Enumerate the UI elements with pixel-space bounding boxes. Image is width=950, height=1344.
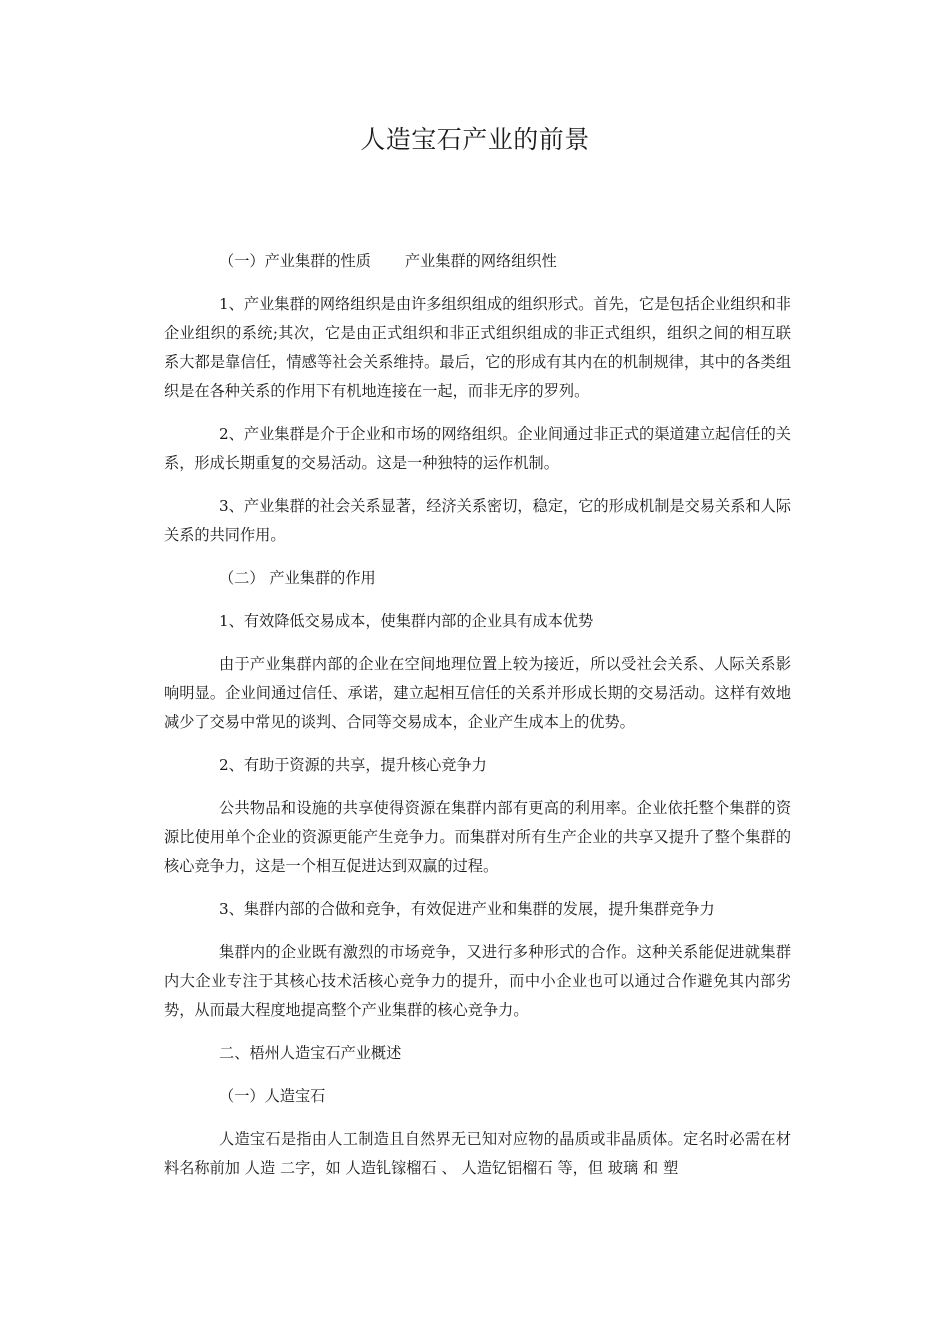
section-heading-role: （二） 产业集群的作用 <box>219 569 376 587</box>
paragraph-social-relations: 3、产业集群的社会关系显著，经济关系密切，稳定，它的形成机制是交易关系和人际关系的共同作用。 <box>164 497 791 544</box>
paragraph-network-organization: 1、产业集群的网络组织是由许多组织组成的组织形式。首先，它是包括企业组织和非企业组织的系统;其次，它是由正式组织和非正式组织组成的非正式组织，组织之间的相互联系大都是靠信任，情感等社会关系维持。最后，它的形成有其内在的机制规律，其中的各类组织是在各种关系的作用下有机地连接在一起，而非无序的罗列。 <box>164 295 791 400</box>
subheading-cooperation-competition: 3、集群内部的合做和竞争，有效促进产业和集群的发展，提升集群竞争力 <box>219 900 715 918</box>
subheading-synthetic-gems: （一）人造宝石 <box>219 1087 326 1105</box>
chapter-heading-wuzhou: 二、梧州人造宝石产业概述 <box>219 1044 402 1062</box>
section-heading-part-b: 产业集群的网络组织性 <box>404 252 557 270</box>
section-heading-nature <box>164 247 791 276</box>
subheading-resource-sharing: 2、有助于资源的共享，提升核心竞争力 <box>219 756 487 774</box>
paragraph-cooperation-competition: 集群内的企业既有激烈的市场竞争，又进行多种形式的合作。这种关系能促进就集群内大企业专注于其核心技术活核心竞争力的提升，而中小企业也可以通过合作避免其内部劣势，从而最大程度地提高整个产业集群的核心竞争力。 <box>164 943 791 1019</box>
section-heading-part-a: （一）产业集群的性质 <box>219 252 371 270</box>
document-body <box>164 247 791 1183</box>
subheading-transaction-cost: 1、有效降低交易成本，使集群内部的企业具有成本优势 <box>219 612 594 630</box>
paragraph-between-enterprise-market: 2、产业集群是介于企业和市场的网络组织。企业间通过非正式的渠道建立起信任的关系，形成长期重复的交易活动。这是一种独特的运作机制。 <box>164 425 791 472</box>
paragraph-transaction-cost: 由于产业集群内部的企业在空间地理位置上较为接近，所以受社会关系、人际关系影响明显。企业间通过信任、承诺，建立起相互信任的关系并形成长期的交易活动。这样有效地减少了交易中常见的谈判、合同等交易成本，企业产生成本上的优势。 <box>164 655 791 731</box>
paragraph-resource-sharing: 公共物品和设施的共享使得资源在集群内部有更高的利用率。企业依托整个集群的资源比使用单个企业的资源更能产生竞争力。而集群对所有生产企业的共享又提升了整个集群的核心竞争力，这是一个相互促进达到双赢的过程。 <box>164 799 791 875</box>
document-title: 人造宝石产业的前景 <box>360 125 590 154</box>
paragraph-synthetic-gems: 人造宝石是指由人工制造且自然界无已知对应物的晶质或非晶质体。定名时必需在材料名称前加 人造 二字，如 人造钆镓榴石 、 人造钇铝榴石 等，但 玻璃 和 塑 <box>164 1130 791 1177</box>
